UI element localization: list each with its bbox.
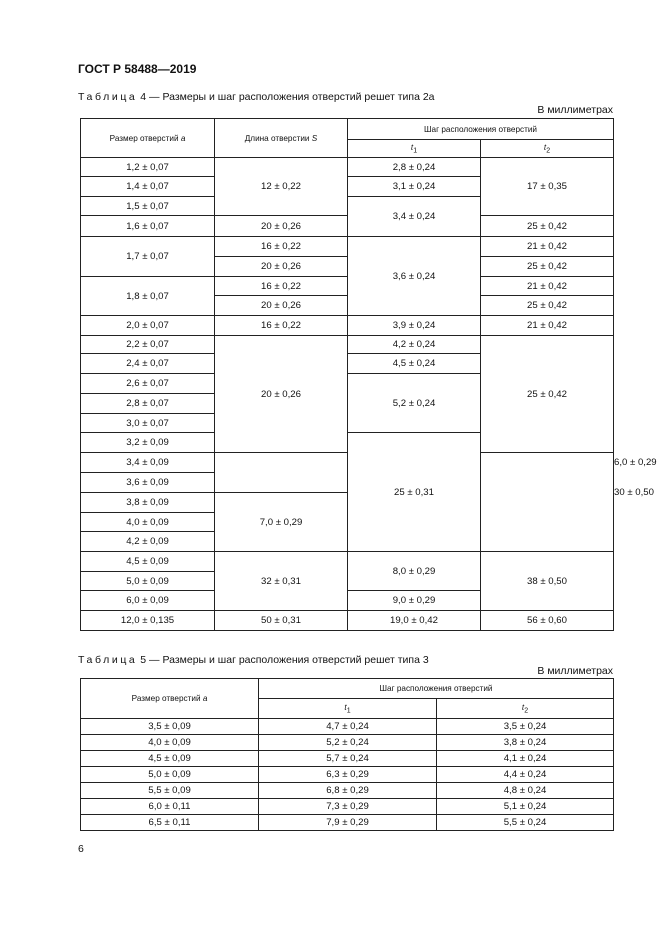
t4-s-cell: 50 ± 0,31 (215, 611, 348, 631)
t4-t1-cell: 7,0 ± 0,29 (215, 493, 348, 552)
t5-t2-cell: 3,5 ± 0,24 (437, 719, 614, 735)
t4-t2-cell: 38 ± 0,50 (481, 552, 614, 611)
t4-a-cell: 4,0 ± 0,09 (81, 513, 215, 532)
t5-header-t2: $t_2$ (437, 699, 614, 719)
t4-t1-cell: 3,9 ± 0,24 (348, 316, 481, 336)
table4-caption-word: Таблица (78, 91, 138, 103)
page-number: 6 (78, 843, 84, 855)
t4-s-cell: 20 ± 0,26 (215, 216, 348, 237)
table-row (81, 767, 614, 783)
t4-s-cell: 32 ± 0,31 (215, 552, 348, 611)
t5-t2-cell: 4,1 ± 0,24 (437, 751, 614, 767)
t4-header-hole-size: Размер отверстий a (81, 119, 215, 158)
t4-t2-cell: 17 ± 0,35 (481, 158, 614, 216)
table4: Размер отверстий a Длина отверстии S Шаг расположения отверстий $t_1$ $t_2$ 1,2 ± 0,07 12 ± 0,22 2,8 ± 0,24 17 ± 0,35 1,4 ± 0,07 3,1 ± 0,24 1,5 ± 0,07 3,4 ± 0,24 1,6 ± 0,07 20 ± 0,26 25 ± 0,42 1,7 ± 0,07 16 ± 0,22 3,6 ± 0,24 21 ± 0,42 20 ± 0,26 25 ± 0,42 1,8 ± 0,07 16 ± 0,22 21 ± 0,42 20 ± 0,26 25 ± 0,42 2,0 ± 0,07 16 ± 0,22 3,9 ± 0,24 21 ± 0,42 2,2 ± 0,07 20 ± 0,26 4,2 ± 0,24 25 ± 0,42 2,4 ± 0,07 4,5 ± 0,24 2,6 ± 0,07 5,2 ± 0,24 2,8 ± 0,07 3,0 ± 0,07 3,2 ± 0,09 25 ± 0,31 6,0 ± 0,29 30 ± 0,50 3,4 ± 0,09 3,6 ± 0,09 3,8 ± 0,09 7,0 ± 0,29 4,0 ± 0,09 4,2 ± 0,09 4,5 ± 0,09 32 ± 0,31 8,0 ± 0,29 38 ± 0,50 5,0 ± 0,09 6,0 ± 0,09 9,0 ± 0,29 12,0 ± 0,135 50 ± 0,31 19,0 ± 0,42 56 ± 0,60 (80, 118, 614, 631)
t4-header-t1: $t_1$ (348, 140, 481, 158)
document-code: ГОСТ Р 58488—2019 (78, 62, 197, 76)
t4-a-cell: 3,6 ± 0,09 (81, 473, 215, 493)
t4-header-pitch: Шаг расположения отверстий (348, 119, 614, 140)
t4-a-cell: 1,7 ± 0,07 (81, 237, 215, 277)
t4-t1-cell: 9,0 ± 0,29 (348, 591, 481, 611)
t5-t1-cell: 5,2 ± 0,24 (259, 735, 437, 751)
t5-t2-cell: 5,5 ± 0,24 (437, 815, 614, 831)
t4-t2-cell: 21 ± 0,42 (481, 277, 614, 296)
t4-s-cell: 25 ± 0,31 (348, 433, 481, 552)
t4-a-cell: 3,0 ± 0,07 (81, 414, 215, 433)
t4-a-cell: 3,2 ± 0,09 (81, 433, 215, 453)
t4-a-cell: 2,0 ± 0,07 (81, 316, 215, 336)
t4-s-cell: 20 ± 0,26 (215, 257, 348, 277)
t4-a-cell: 4,5 ± 0,09 (81, 552, 215, 572)
t4-t2-cell: 56 ± 0,60 (481, 611, 614, 631)
t5-t1-cell: 7,3 ± 0,29 (259, 799, 437, 815)
t5-t2-cell: 4,8 ± 0,24 (437, 783, 614, 799)
t4-t2-cell: 25 ± 0,42 (481, 257, 614, 277)
t4-header-hole-length: Длина отверстии S (215, 119, 348, 158)
t5-t1-cell: 4,7 ± 0,24 (259, 719, 437, 735)
t5-a-cell: 4,5 ± 0,09 (81, 751, 259, 767)
t4-a-cell: 6,0 ± 0,09 (81, 591, 215, 611)
t4-a-cell: 2,4 ± 0,07 (81, 354, 215, 374)
t5-header-pitch: Шаг расположения отверстий (259, 679, 614, 699)
t5-a-cell: 5,0 ± 0,09 (81, 767, 259, 783)
t4-t1-cell: 4,2 ± 0,24 (348, 336, 481, 354)
t5-a-cell: 4,0 ± 0,09 (81, 735, 259, 751)
table-row (81, 783, 614, 799)
t4-s-cell: 12 ± 0,22 (215, 158, 348, 216)
t4-s-cell: 16 ± 0,22 (215, 237, 348, 257)
t4-a-cell: 1,8 ± 0,07 (81, 277, 215, 316)
t4-a-cell: 1,6 ± 0,07 (81, 216, 215, 237)
t4-a-cell: 3,8 ± 0,09 (81, 493, 215, 513)
t4-t1-cell: 19,0 ± 0,42 (348, 611, 481, 631)
t4-t2-cell: 25 ± 0,42 (481, 336, 614, 453)
t4-t2-cell: 25 ± 0,42 (481, 296, 614, 316)
table4-caption (78, 91, 435, 103)
table5-caption (78, 654, 429, 666)
t4-t2-cell: 21 ± 0,42 (481, 316, 614, 336)
t4-t2-cell: 25 ± 0,42 (481, 216, 614, 237)
t5-t2-cell: 3,8 ± 0,24 (437, 735, 614, 751)
table4-units: В миллиметрах (537, 104, 613, 116)
t5-a-cell: 3,5 ± 0,09 (81, 719, 259, 735)
t4-a-cell: 2,8 ± 0,07 (81, 394, 215, 414)
t4-a-cell: 12,0 ± 0,135 (81, 611, 215, 631)
t5-header-t1: $t_1$ (259, 699, 437, 719)
t4-a-cell: 2,2 ± 0,07 (81, 336, 215, 354)
t4-t1-cell: 3,1 ± 0,24 (348, 177, 481, 197)
t4-a-cell: 5,0 ± 0,09 (81, 572, 215, 591)
t5-a-cell: 6,5 ± 0,11 (81, 815, 259, 831)
t4-a-cell: 1,4 ± 0,07 (81, 177, 215, 197)
t5-t1-cell: 6,8 ± 0,29 (259, 783, 437, 799)
t5-header-hole-size: Размер отверстий a (81, 679, 259, 719)
table4-caption-text: 4 — Размеры и шаг расположения отверстий решет типа 2а (140, 91, 435, 103)
t4-t1-cell: 8,0 ± 0,29 (348, 552, 481, 591)
t4-a-cell: 2,6 ± 0,07 (81, 374, 215, 394)
t5-a-cell: 6,0 ± 0,11 (81, 799, 259, 815)
t4-t2-cell: 21 ± 0,42 (481, 237, 614, 257)
t4-a-cell: 1,2 ± 0,07 (81, 158, 215, 177)
t4-a-cell: 3,4 ± 0,09 (81, 453, 215, 473)
t4-a-cell: 1,5 ± 0,07 (81, 197, 215, 216)
table5-caption-text: 5 — Размеры и шаг расположения отверстий решет типа 3 (140, 654, 429, 666)
t4-s-cell: 20 ± 0,26 (215, 296, 348, 316)
t4-t1-cell: 4,5 ± 0,24 (348, 354, 481, 374)
t5-a-cell: 5,5 ± 0,09 (81, 783, 259, 799)
t4-s-cell: 20 ± 0,26 (215, 336, 348, 453)
table-row (81, 719, 614, 735)
t4-a-cell: 4,2 ± 0,09 (81, 532, 215, 552)
t5-t1-cell: 5,7 ± 0,24 (259, 751, 437, 767)
t5-t1-cell: 7,9 ± 0,29 (259, 815, 437, 831)
t5-t1-cell: 6,3 ± 0,29 (259, 767, 437, 783)
table5-units: В миллиметрах (537, 665, 613, 677)
t4-t1-cell: 5,2 ± 0,24 (348, 374, 481, 433)
table-row (81, 799, 614, 815)
table5-caption-word: Таблица (78, 654, 138, 666)
t4-t1-cell: 3,6 ± 0,24 (348, 237, 481, 316)
table-row (81, 735, 614, 751)
t4-t1-cell: 2,8 ± 0,24 (348, 158, 481, 177)
t5-t2-cell: 4,4 ± 0,24 (437, 767, 614, 783)
t4-header-t2: $t_2$ (481, 140, 614, 158)
t4-s-cell: 16 ± 0,22 (215, 316, 348, 336)
table5 (80, 678, 614, 831)
t4-t1-cell: 3,4 ± 0,24 (348, 197, 481, 237)
t4-s-cell: 16 ± 0,22 (215, 277, 348, 296)
table-row (81, 815, 614, 831)
table-row (81, 751, 614, 767)
t5-t2-cell: 5,1 ± 0,24 (437, 799, 614, 815)
